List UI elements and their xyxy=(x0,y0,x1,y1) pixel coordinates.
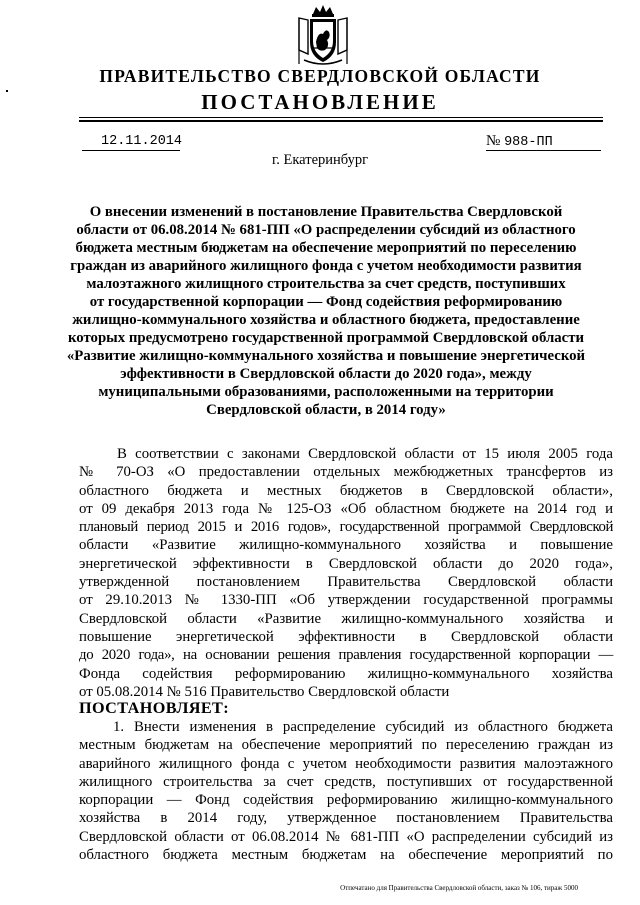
document-date: 12.11.2014 xyxy=(101,134,183,149)
preamble-line: Свердловской области «Развитие жилищно-коммунального хозяйства и xyxy=(79,610,613,627)
preamble-line: от 29.10.2013 № 1330-ПП «Об утверждении государственной программы xyxy=(79,592,613,609)
preamble-line: областного бюджета и местных бюджетов в Свердловской области», xyxy=(79,482,613,499)
preamble-line: энергетической эффективности в Свердловской области до 2020 года», xyxy=(79,555,613,572)
title-line: которых предусмотрено государственной программой Свердловской области xyxy=(67,330,585,346)
preamble-line: В соответствии с законами Свердловской области от 15 июля 2005 года xyxy=(117,446,613,462)
document-type: ПОСТАНОВЛЕНИЕ xyxy=(201,90,439,114)
item-line: корпорации — Фонд содействия реформированию жилищно-коммунального xyxy=(79,792,613,809)
title-line: Свердловской области, в 2014 году» xyxy=(206,402,446,418)
header-rule xyxy=(79,117,603,118)
number-value: 988-ПП xyxy=(504,135,553,150)
title-line: малоэтажного жилищного строительства за счет средств, поступивших xyxy=(86,276,566,292)
title-line: жилищно-коммунального хозяйства и областного бюджета, предоставление xyxy=(72,312,580,328)
date-underline xyxy=(82,150,180,151)
item-line: хозяйства в 2014 году, утвержденное постановлением Правительства xyxy=(79,810,613,827)
preamble-line: повышение энергетической эффективности в Свердловской области xyxy=(79,628,613,645)
preamble-line: утвержденной постановлением Правительства Свердловской области xyxy=(79,574,613,591)
print-footer: Отпечатано для Правительства Свердловской области, заказ № 106, тираж 5000 xyxy=(340,884,578,892)
resolves-heading: ПОСТАНОВЛЯЕТ: xyxy=(79,699,230,717)
preamble-line: плановый период 2015 и 2016 годов», государственной программой Свердловской xyxy=(79,519,613,536)
item-line: 1. Внести изменения в распределение субсидий из областного бюджета xyxy=(113,719,613,735)
title-line: бюджета местным бюджетам на обеспечение мероприятий по переселению xyxy=(75,240,577,256)
document-number xyxy=(486,133,553,150)
number-sign: № xyxy=(486,133,501,149)
title-line: граждан из аварийного жилищного фонда с учетом необходимости развития xyxy=(70,258,582,274)
preamble-line: до 2020 года», на основании решения правления государственной корпорации — xyxy=(79,647,613,664)
preamble-line: от 09 декабря 2013 года № 125-ОЗ «Об областном бюджете на 2014 год и xyxy=(79,500,613,517)
item-line: Свердловской области от 06.08.2014 № 681-ПП «О распределении субсидий из xyxy=(79,828,613,845)
organization-name: ПРАВИТЕЛЬСТВО СВЕРДЛОВСКОЙ ОБЛАСТИ xyxy=(99,66,541,86)
title-line: от государственной корпорации — Фонд содействия реформированию xyxy=(89,294,563,310)
item-1 xyxy=(79,718,613,864)
number-underline xyxy=(486,150,601,151)
item-line: жилищного строительства за счет средств, поступивших от государственной xyxy=(79,773,613,790)
preamble-line: № 70-ОЗ «О предоставлении отдельных межбюджетных трансфертов из xyxy=(79,464,613,481)
coat-of-arms-icon xyxy=(296,4,350,66)
title-line: муниципальными образованиями, расположенными на территории xyxy=(98,384,554,400)
title-line: О внесении изменений в постановление Правительства Свердловской xyxy=(89,204,563,220)
preamble-line: от 05.08.2014 № 516 Правительство Свердловской области xyxy=(79,683,450,700)
preamble xyxy=(79,445,613,701)
title-line: области от 06.08.2014 № 681-ПП «О распределении субсидий из областного xyxy=(76,222,576,238)
item-line: местным бюджетам на обеспечение мероприятий по переселению граждан из xyxy=(79,737,613,754)
item-line: аварийного жилищного фонда с учетом необходимости развития малоэтажного xyxy=(79,755,613,772)
header-rule-thick xyxy=(79,120,603,122)
preamble-line: Фонда содействия реформированию жилищно-коммунального хозяйства xyxy=(79,665,613,682)
title-line: эффективности в Свердловской области до 2020 года», между xyxy=(120,366,532,382)
document-title xyxy=(60,203,592,419)
city: г. Екатеринбург xyxy=(271,152,369,168)
item-line: областного бюджета местным бюджетам на обеспечение мероприятий по xyxy=(79,847,613,864)
preamble-line: области «Развитие жилищно-коммунального хозяйства и повышение xyxy=(79,537,613,554)
title-line: «Развитие жилищно-коммунального хозяйства и повышение энергетической xyxy=(66,348,586,364)
